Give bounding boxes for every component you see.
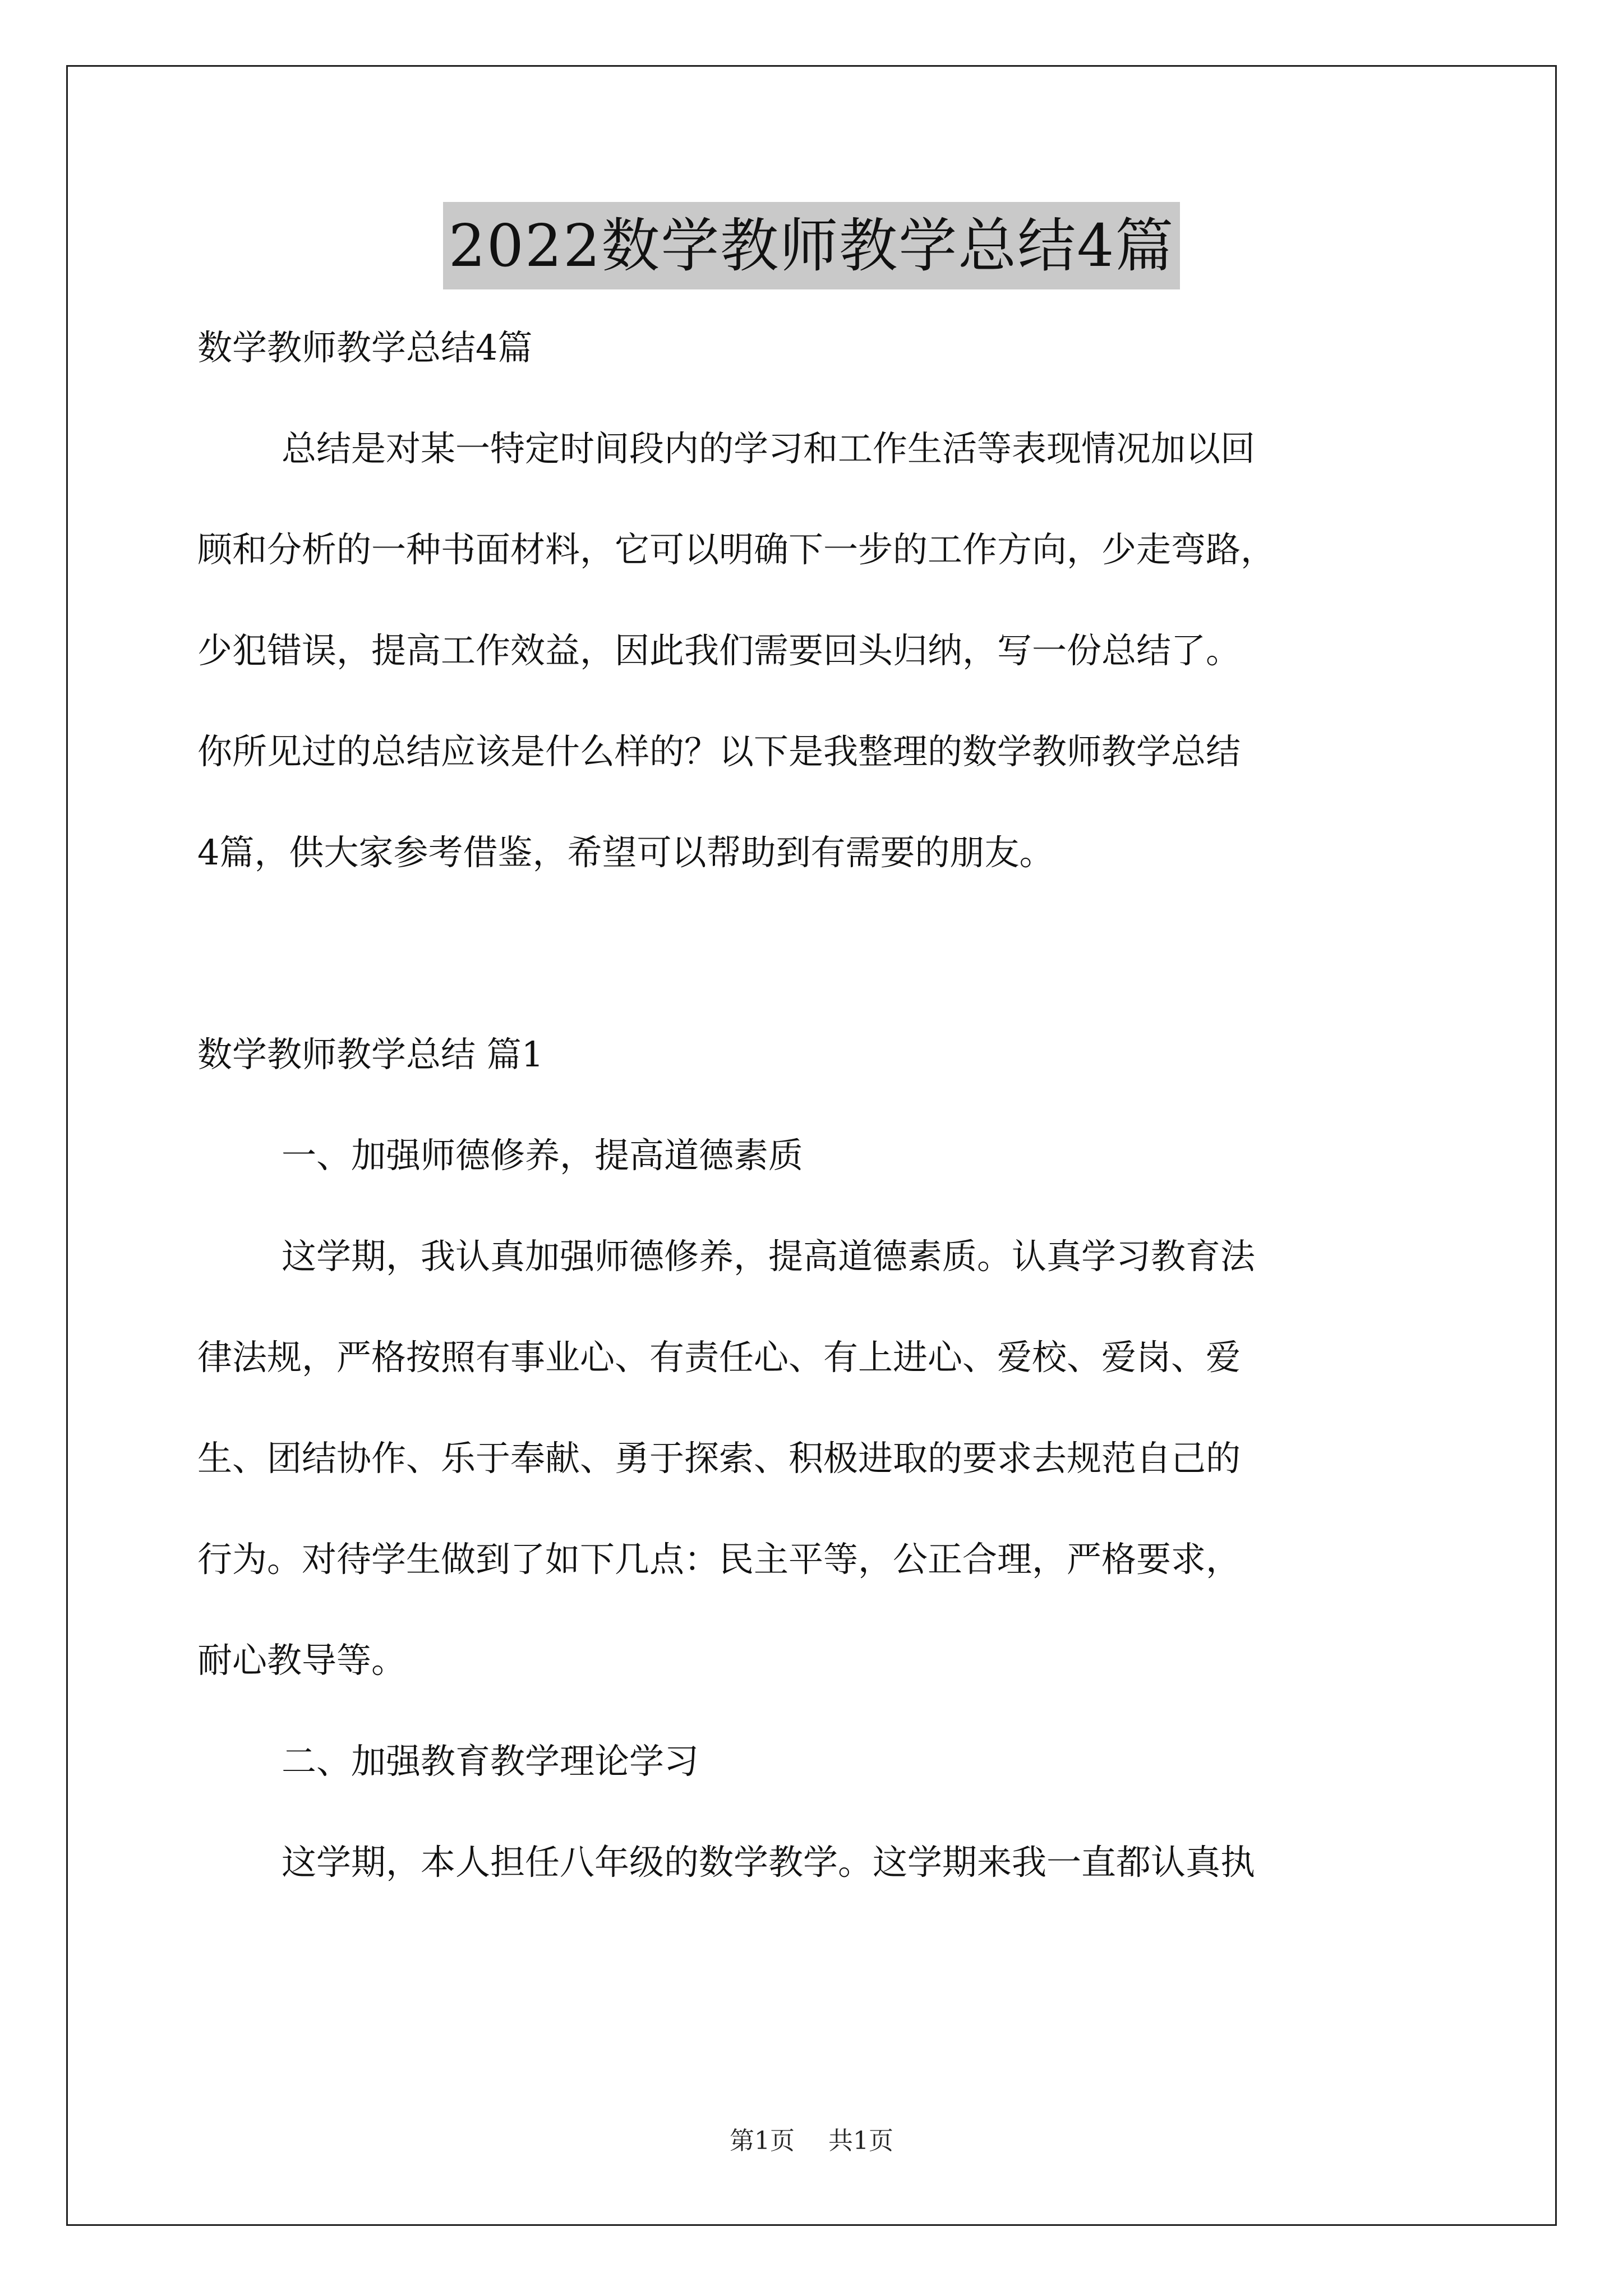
- point2-heading: 二、加强教育教学理论学习: [282, 1741, 699, 1782]
- title-container: [0, 202, 1623, 289]
- paragraph-gap: [197, 903, 1431, 1004]
- document-title: 2022数学教师教学总结4篇: [443, 202, 1181, 289]
- page-number-current: 第1页: [730, 2127, 795, 2155]
- point1-heading: 一、加强师德修养，提高道德素质: [282, 1135, 804, 1176]
- point1-line: 生、团结协作、乐于奉献、勇于探索、积极进取的要求去规范自己的: [197, 1438, 1241, 1479]
- document-subtitle: 数学教师教学总结4篇: [197, 327, 533, 368]
- page-footer: [0, 2120, 1623, 2156]
- intro-line: 4篇，供大家参考借鉴，希望可以帮助到有需要的朋友。: [197, 832, 1054, 873]
- section-heading: 数学教师教学总结 篇1: [197, 1034, 544, 1075]
- intro-line: 顾和分析的一种书面材料，它可以明确下一步的工作方向，少走弯路，: [197, 529, 1276, 570]
- point1-line: 这学期，我认真加强师德修养，提高道德素质。认真学习教育法: [282, 1236, 1256, 1277]
- intro-line: 少犯错误，提高工作效益，因此我们需要回头归纳，写一份总结了。: [197, 630, 1241, 671]
- point2-line: 这学期，本人担任八年级的数学教学。这学期来我一直都认真执: [282, 1842, 1256, 1883]
- point1-line: 行为。对待学生做到了如下几点：民主平等，公正合理，严格要求，: [197, 1539, 1241, 1580]
- point1-line: 律法规，严格按照有事业心、有责任心、有上进心、爱校、爱岗、爱: [197, 1337, 1241, 1378]
- page-number-total: 共1页: [828, 2127, 893, 2155]
- intro-line: 总结是对某一特定时间段内的学习和工作生活等表现情况加以回: [282, 428, 1256, 469]
- point1-line: 耐心教导等。: [197, 1640, 407, 1681]
- document-body: [197, 297, 1431, 1913]
- intro-line: 你所见过的总结应该是什么样的？以下是我整理的数学教师教学总结: [197, 731, 1241, 772]
